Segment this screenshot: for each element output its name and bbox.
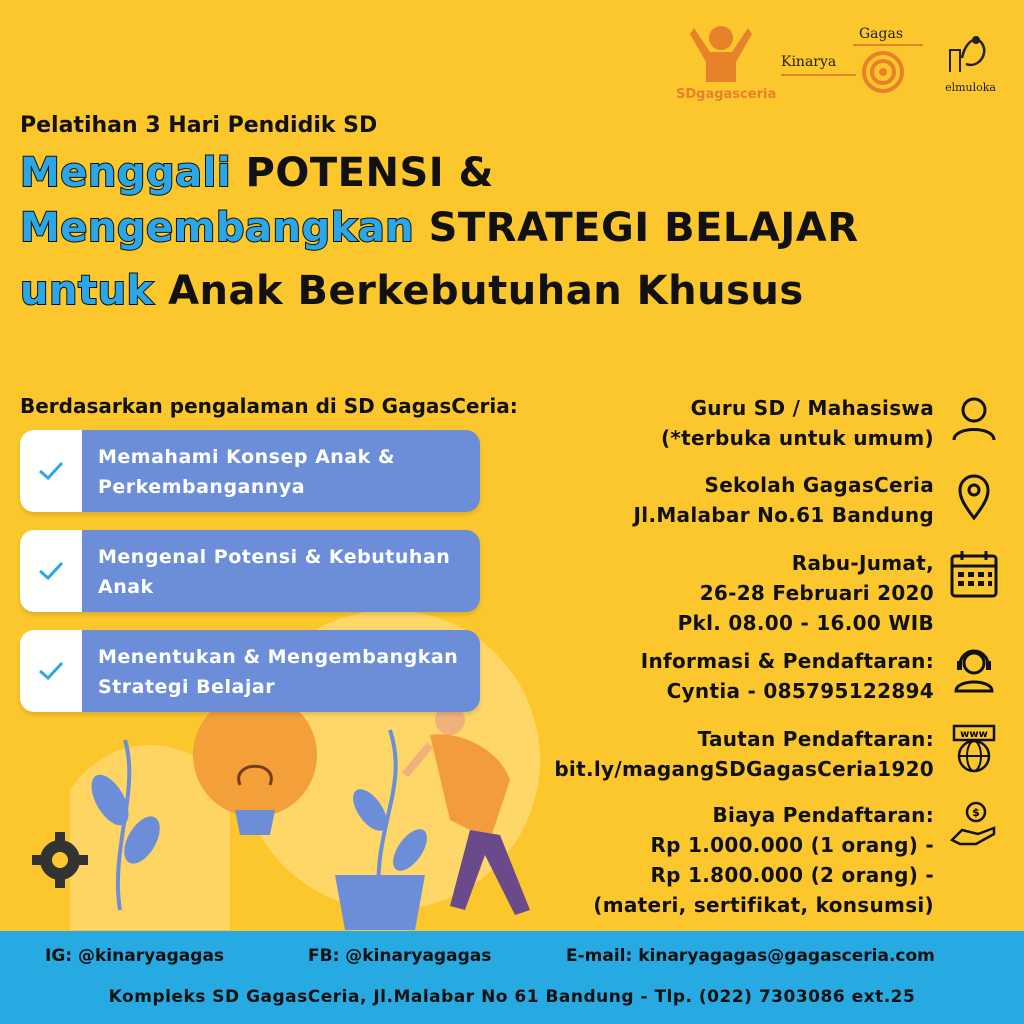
checkmark-icon xyxy=(38,661,64,681)
topic-card xyxy=(20,530,480,612)
instagram-handle: IG: @kinaryagagas xyxy=(45,946,225,966)
checkmark-icon xyxy=(38,561,64,581)
location-pin-icon xyxy=(948,470,1000,522)
topic-card xyxy=(20,630,480,712)
title-line-2: Mengembangkan STRATEGI BELAJAR xyxy=(20,205,859,251)
person-icon xyxy=(948,392,1000,444)
experience-heading: Berdasarkan pengalaman di SD GagasCeria: xyxy=(20,394,518,418)
registration-link-info: Tautan Pendaftaran: bit.ly/magangSDGagasCeria1920 xyxy=(554,724,934,784)
location-info: Sekolah GagasCeria Jl.Malabar No.61 Bandung xyxy=(633,473,934,527)
schedule-info: Rabu-Jumat, 26-28 Februari 2020 Pkl. 08.00 - 16.00 WIB xyxy=(677,551,934,635)
title-line-1: Menggali POTENSI & xyxy=(20,150,494,196)
facebook-handle: FB: @kinaryagagas xyxy=(308,946,492,966)
topic-line: Memahami Konsep Anak & xyxy=(98,446,395,468)
calendar-icon xyxy=(948,548,1000,600)
footer-bar xyxy=(0,931,1024,1024)
topic-card xyxy=(20,430,480,512)
checkmark-icon xyxy=(38,461,64,481)
event-subtitle: Pelatihan 3 Hari Pendidik SD xyxy=(20,113,378,138)
headset-icon xyxy=(948,643,1000,695)
email-address: E-mail: kinaryagagas@gagasceria.com xyxy=(566,946,935,966)
topic-line: Perkembangannya xyxy=(98,476,306,498)
topic-line: Anak xyxy=(98,576,154,598)
topic-line: Mengenal Potensi & Kebutuhan xyxy=(98,546,451,568)
svg-text:$: $ xyxy=(972,806,980,819)
elmuloka-logo: elmuloka xyxy=(926,32,996,102)
title-line-3: untuk Anak Berkebutuhan Khusus xyxy=(20,268,804,314)
registration-link[interactable]: bit.ly/magangSDGagasCeria1920 xyxy=(554,757,934,781)
fee-info: Biaya Pendaftaran: Rp 1.000.000 (1 orang) - Rp 1.800.000 (2 orang) - (materi, sertifikat, konsumsi) xyxy=(593,803,934,917)
topic-line: Menentukan & Mengembangkan xyxy=(98,646,459,668)
address-line: Kompleks SD GagasCeria, Jl.Malabar No 61 Bandung - Tlp. (022) 7303086 ext.25 xyxy=(108,987,916,1007)
svg-text:www: www xyxy=(960,729,988,740)
sd-gagasceria-logo: SDgagasceria xyxy=(676,22,766,102)
kinarya-gagas-logo: Gagas Kinarya xyxy=(781,22,921,102)
partner-logos xyxy=(676,22,996,102)
audience-info: Guru SD / Mahasiswa (*terbuka untuk umum) xyxy=(660,396,934,450)
money-hand-icon xyxy=(948,800,1000,852)
topic-line: Strategi Belajar xyxy=(98,676,276,698)
www-globe-icon xyxy=(948,722,1000,774)
contact-info: Informasi & Pendaftaran: Cyntia - 085795122894 xyxy=(640,649,934,703)
